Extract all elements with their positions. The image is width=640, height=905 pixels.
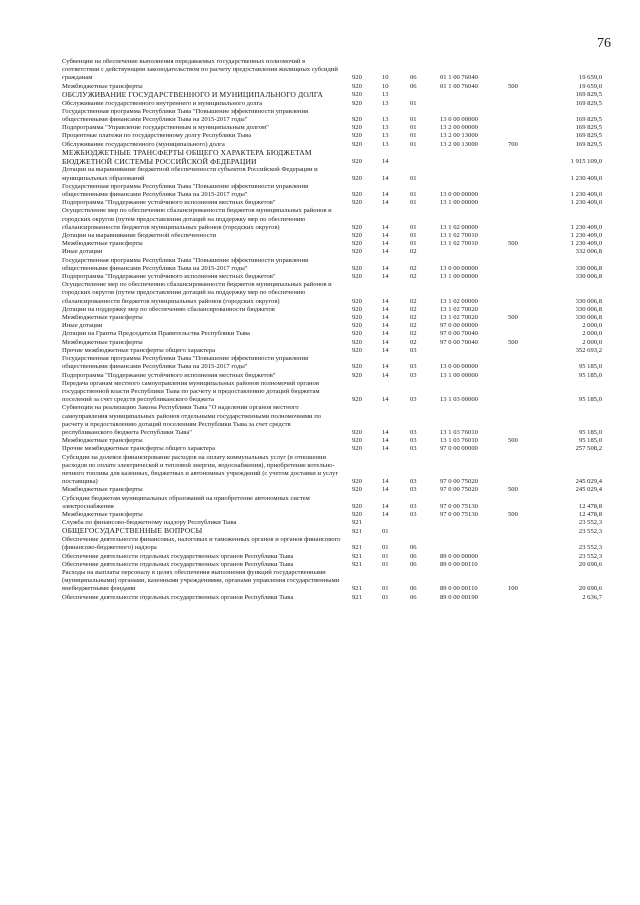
amount: 330 006,8 [575,297,602,305]
amount: 2 000,0 [582,338,602,346]
subsection-code: 06 [410,552,417,560]
section-code: 14 [382,510,389,518]
ministry-code: 920 [352,99,362,107]
expense-description: Обслуживание государственного внутреннего и муниципального долга [62,99,263,107]
target-article-code: 13 0 00 00000 [440,116,478,124]
subsection-code: 02 [410,338,417,346]
target-article-code: 01 1 00 76040 [440,82,478,90]
subsection-code: 01 [410,232,417,240]
section-code: 14 [382,371,389,379]
subsection-code: 01 [410,223,417,231]
ministry-code: 920 [352,132,362,140]
section-code: 14 [382,346,389,354]
target-article-code: 97 0 00 75020 [440,478,478,486]
target-article-code: 13 1 00 00000 [440,371,478,379]
ministry-code: 920 [352,437,362,445]
section-code: 01 [382,552,389,560]
ministry-code: 920 [352,273,362,281]
expense-description: Подпрограмма "Поддержание устойчивого исполнения местных бюджетов" [62,199,276,207]
expense-description: Межбюджетные трансферты [62,314,143,322]
ministry-code: 920 [352,314,362,322]
table-row [62,248,602,256]
ministry-code: 920 [352,305,362,313]
amount: 1 230 409,0 [570,240,602,248]
table-row [62,561,602,569]
expense-type-code: 500 [508,486,518,494]
amount: 2 636,7 [582,593,602,601]
section-code: 14 [382,191,389,199]
expense-description: МЕЖБЮДЖЕТНЫЕ ТРАНСФЕРТЫ ОБЩЕГО ХАРАКТЕРА БЮДЖЕТАМ БЮДЖЕТНОЙ СИСТЕМЫ РОССИЙСКОЙ ФЕДЕРАЦИИ [62,147,312,166]
amount: 169 829,5 [575,124,602,132]
amount: 20 690,6 [578,585,602,593]
subsection-code: 03 [410,478,417,486]
amount: 2 000,0 [582,330,602,338]
amount: 1 230 409,0 [570,199,602,207]
target-article-code: 97 0 00 00000 [440,445,478,453]
table-row [62,569,602,594]
expense-description: Межбюджетные трансферты [62,82,143,90]
amount: 257 508,2 [575,445,602,453]
expense-description: Расходы на выплаты персоналу в целях обеспечения выполнения функций государственными (муниципальными) органами, казенными учреждениями, органами управления государственными внебюджетными фондами [62,568,340,593]
ministry-code: 920 [352,396,362,404]
section-code: 14 [382,240,389,248]
table-row [62,240,602,248]
subsection-code: 03 [410,396,417,404]
subsection-code: 03 [410,363,417,371]
expense-type-code: 500 [508,510,518,518]
target-article-code: 97 0 00 75020 [440,486,478,494]
subsection-code: 02 [410,273,417,281]
target-article-code: 13 1 03 76010 [440,428,478,436]
subsection-code: 06 [410,82,417,90]
expense-description: Обеспечение деятельности отдельных государственных органов Республики Тыва [62,593,294,601]
target-article-code: 13 2 00 13000 [440,140,478,148]
ministry-code: 920 [352,486,362,494]
subsection-code: 01 [410,124,417,132]
amount: 332 006,8 [575,248,602,256]
amount: 169 829,5 [575,116,602,124]
expense-description: Передача органам местного самоуправления муниципальных районов полномочий органов государственной власти Республики Тыва по расчету и предоставлению дотаций бюджетам поселений за счет средств республиканского бюджета [62,379,320,404]
subsection-code: 01 [410,140,417,148]
table-row [62,257,602,273]
amount: 23 552,3 [578,544,602,552]
amount: 245 029,4 [575,486,602,494]
subsection-code: 02 [410,330,417,338]
expense-description: Субсидии бюджетам муниципальных образований на приобретение автономных систем электроснабжения [62,494,310,510]
expense-description: Подпрограмма "Поддержание устойчивого исполнения местных бюджетов" [62,273,276,281]
expense-description: Субсидии на долевое финансирование расходов на оплату коммунальных услуг (в отношении расходов по оплате электрической и тепловой энергии, водоснабжения), приобретение котельно-печного топлива для казенных, бюджетных и автономных учреждений (с учетом доставки и услуг поставщика) [62,453,339,486]
expense-description: Дотации на выравнивание бюджетной обеспеченности [62,232,217,240]
amount: 95 185,0 [578,363,602,371]
expense-type-code: 500 [508,314,518,322]
target-article-code: 13 2 00 13000 [440,132,478,140]
subsection-code: 03 [410,486,417,494]
ministry-code: 920 [352,371,362,379]
ministry-code: 920 [352,248,362,256]
amount: 330 006,8 [575,273,602,281]
section-code: 14 [382,428,389,436]
table-row [62,322,602,330]
expense-description: Межбюджетные трансферты [62,437,143,445]
ministry-code: 920 [352,240,362,248]
expense-description: Субвенции на реализацию Закона Республики Тыва "О наделении органов местного самоуправления муниципальных районов отдельными государственными полномочиями по расчету и предоставлению дотаций поселениям Республики Тыва за счет средств республиканского бюджета Республики Тыва" [62,404,322,436]
section-code: 14 [382,396,389,404]
section-code: 14 [382,437,389,445]
subsection-code: 03 [410,445,417,453]
ministry-code: 920 [352,322,362,330]
table-row [62,454,602,487]
ministry-code: 920 [352,199,362,207]
amount: 1 230 409,0 [570,232,602,240]
ministry-code: 920 [352,223,362,231]
expense-description: Государственная программа Республики Тыва "Повышение эффективности управления общественными финансами Республики Тыва на 2015-2017 годы" [62,355,309,371]
section-code: 01 [382,593,389,601]
amount: 1 230 409,0 [570,191,602,199]
amount: 95 185,0 [578,437,602,445]
ministry-code: 921 [352,552,362,560]
table-row [62,199,602,207]
expense-description: Межбюджетные трансферты [62,486,143,494]
table-row [62,58,602,83]
section-code: 14 [382,486,389,494]
table-row [62,347,602,355]
target-article-code: 97 0 00 00000 [440,322,478,330]
section-code: 13 [382,116,389,124]
subsection-code: 02 [410,248,417,256]
expense-description: Государственная программа Республики Тыва "Повышение эффективности управления общественными финансами Республики Тыва на 2015-2017 годы" [62,182,309,199]
table-row [62,380,602,405]
target-article-code: 13 1 02 70020 [440,305,478,313]
target-article-code: 97 0 00 70040 [440,338,478,346]
section-code: 14 [382,322,389,330]
expense-type-code: 500 [508,82,518,90]
subsection-code: 06 [410,593,417,601]
section-code: 14 [382,199,389,207]
expense-description: Обеспечение деятельности отдельных государственных органов Республики Тыва [62,560,294,568]
ministry-code: 920 [352,338,362,346]
ministry-code: 920 [352,191,362,199]
ministry-code: 921 [352,593,362,601]
subsection-code: 02 [410,314,417,322]
table-row [62,273,602,281]
section-code: 14 [382,478,389,486]
ministry-code: 921 [352,527,362,535]
ministry-code: 920 [352,140,362,148]
section-code: 13 [382,99,389,107]
table-row [62,594,602,602]
expense-type-code: 100 [508,585,518,593]
budget-table [62,58,602,602]
expense-type-code: 500 [508,240,518,248]
amount: 245 029,4 [575,478,602,486]
subsection-code: 01 [410,199,417,207]
expense-type-code: 700 [508,140,518,148]
section-code: 14 [382,174,389,182]
subsection-code: 03 [410,510,417,518]
ministry-code: 920 [352,363,362,371]
expense-description: Процентные платежи по государственному долгу Республики Тыва [62,132,252,140]
expense-description: Прочие межбюджетные трансферты общего характера [62,445,216,453]
subsection-code: 06 [410,560,417,568]
section-code: 14 [382,297,389,305]
ministry-code: 921 [352,560,362,568]
target-article-code: 13 1 02 70010 [440,240,478,248]
ministry-code: 920 [352,158,362,166]
table-row [62,511,602,519]
amount: 1 230 409,0 [570,174,602,182]
section-code: 14 [382,305,389,313]
ministry-code: 921 [352,544,362,552]
section-code: 13 [382,140,389,148]
section-code: 10 [382,82,389,90]
table-row [62,281,602,306]
table-row [62,100,602,108]
expense-description: Служба по финансово-бюджетному надзору Республики Тыва [62,519,237,527]
ministry-code: 920 [352,124,362,132]
amount: 330 006,8 [575,305,602,313]
section-code: 13 [382,132,389,140]
subsection-code: 02 [410,322,417,330]
expense-description: Межбюджетные трансферты [62,338,143,346]
subsection-code: 01 [410,116,417,124]
section-code: 14 [382,264,389,272]
amount: 330 006,8 [575,264,602,272]
target-article-code: 13 1 02 70020 [440,314,478,322]
target-article-code: 89 0 00 00110 [440,560,478,568]
expense-description: Подпрограмма "Поддержание устойчивого исполнения местных бюджетов" [62,371,276,379]
target-article-code: 13 1 02 00000 [440,223,478,231]
ministry-code: 920 [352,174,362,182]
target-article-code: 13 1 03 00000 [440,396,478,404]
subsection-code: 01 [410,174,417,182]
section-code: 01 [382,585,389,593]
target-article-code: 01 1 00 76040 [440,74,478,82]
expense-description: Подпрограмма "Управление государственным и муниципальным долгом" [62,124,269,132]
amount: 23 552,3 [578,519,602,527]
subsection-code: 01 [410,240,417,248]
amount: 23 552,3 [578,552,602,560]
subsection-code: 03 [410,346,417,354]
amount: 169 829,5 [575,91,602,99]
page-number: 76 [597,36,611,51]
table-row [62,404,602,437]
section-code: 14 [382,223,389,231]
section-code: 13 [382,124,389,132]
section-code: 01 [382,560,389,568]
table-row [62,108,602,124]
ministry-code: 920 [352,74,362,82]
table-row [62,339,602,347]
target-article-code: 13 1 02 00000 [440,297,478,305]
expense-description: Государственная программа Республики Тыва "Повышение эффективности управления общественными финансами Республики Тыва на 2015-2017 годы" [62,256,309,272]
target-article-code: 89 0 00 00000 [440,552,478,560]
amount: 169 829,5 [575,140,602,148]
ministry-code: 920 [352,502,362,510]
table-row [62,183,602,199]
target-article-code: 13 1 00 00000 [440,199,478,207]
target-article-code: 97 0 00 75130 [440,502,478,510]
section-code: 14 [382,330,389,338]
table-row [62,372,602,380]
amount: 169 829,5 [575,132,602,140]
subsection-code: 02 [410,264,417,272]
table-row [62,207,602,232]
expense-description: Межбюджетные трансферты [62,240,143,248]
subsection-code: 03 [410,428,417,436]
target-article-code: 13 0 00 00000 [440,363,478,371]
table-row [62,166,602,182]
table-row [62,536,602,552]
expense-description: Обеспечение деятельности финансовых, налоговых и таможенных органов и органов финансового (финансово-бюджетного) надзора [62,536,341,552]
ministry-code: 920 [352,346,362,354]
section-code: 01 [382,544,389,552]
amount: 12 478,8 [578,510,602,518]
expense-description: Межбюджетные трансферты [62,510,143,518]
table-row [62,232,602,240]
section-code: 14 [382,502,389,510]
subsection-code: 01 [410,99,417,107]
table-row [62,486,602,494]
amount: 95 185,0 [578,371,602,379]
section-code: 14 [382,363,389,371]
expense-type-code: 500 [508,338,518,346]
table-row [62,437,602,445]
section-code: 14 [382,158,389,166]
amount: 95 185,0 [578,428,602,436]
subsection-code: 06 [410,544,417,552]
table-row [62,306,602,314]
table-row [62,124,602,132]
table-row [62,149,602,167]
target-article-code: 97 0 00 70040 [440,330,478,338]
target-article-code: 13 0 00 00000 [440,191,478,199]
expense-description: Осуществление мер по обеспечению сбалансированности бюджетов муниципальных районов и городских округов (путем предоставления дотаций на поддержку мер по обеспечению сбалансированности бюджетов муниципальных районов (городских округов) [62,207,332,231]
section-code: 14 [382,314,389,322]
ministry-code: 921 [352,585,362,593]
expense-description: Прочие межбюджетные трансферты общего характера [62,346,216,354]
expense-description: Дотации на Гранты Председателя Правительства Республики Тыва [62,330,250,338]
ministry-code: 920 [352,330,362,338]
ministry-code: 920 [352,232,362,240]
expense-type-code: 500 [508,437,518,445]
section-code: 14 [382,273,389,281]
ministry-code: 920 [352,116,362,124]
section-code: 14 [382,232,389,240]
target-article-code: 89 0 00 00190 [440,593,478,601]
section-code: 14 [382,338,389,346]
amount: 1 230 409,0 [570,223,602,231]
ministry-code: 921 [352,519,362,527]
table-row [62,132,602,140]
ministry-code: 920 [352,445,362,453]
expense-description: Иные дотации [62,322,103,330]
ministry-code: 920 [352,510,362,518]
target-article-code: 13 1 03 76010 [440,437,478,445]
amount: 169 829,5 [575,99,602,107]
target-article-code: 89 0 00 00110 [440,585,478,593]
subsection-code: 06 [410,74,417,82]
ministry-code: 920 [352,297,362,305]
expense-description: Обслуживание государственного (муниципального) долга [62,140,225,148]
expense-description: Осуществление мер по обеспечению сбалансированности бюджетов муниципальных районов и городских округов (путем предоставления дотаций на поддержку мер по обеспечению сбалансированности бюджетов муниципальных районов (городских округов) [62,281,332,305]
ministry-code: 920 [352,264,362,272]
ministry-code: 920 [352,91,362,99]
amount: 19 659,0 [578,82,602,90]
section-code: 13 [382,91,389,99]
ministry-code: 920 [352,428,362,436]
section-code: 14 [382,248,389,256]
subsection-code: 01 [410,132,417,140]
expense-description: Обеспечение деятельности отдельных государственных органов Республики Тыва [62,552,294,560]
ministry-code: 920 [352,478,362,486]
table-row [62,314,602,322]
section-code: 01 [382,527,389,535]
expense-description: Дотации на выравнивание бюджетной обеспеченности субъектов Российской Федерации и муниципальных образований [62,166,318,182]
target-article-code: 13 1 02 70010 [440,232,478,240]
subsection-code: 02 [410,305,417,313]
table-row [62,445,602,453]
amount: 2 000,0 [582,322,602,330]
expense-description: Иные дотации [62,248,103,256]
amount: 19 659,0 [578,74,602,82]
subsection-code: 03 [410,502,417,510]
table-row [62,527,602,536]
amount: 20 690,6 [578,560,602,568]
expense-description: Субвенции на обеспечение выполнения передаваемых государственных полномочий в соответствии с действующим законодательством по расчету предоставления жилищных субсидий гражданам [62,58,338,82]
subsection-code: 02 [410,297,417,305]
ministry-code: 920 [352,82,362,90]
amount: 1 915 109,0 [570,158,602,166]
target-article-code: 13 0 00 00000 [440,264,478,272]
section-code: 14 [382,445,389,453]
table-row [62,91,602,100]
target-article-code: 97 0 00 75130 [440,510,478,518]
amount: 23 552,3 [578,527,602,535]
amount: 95 185,0 [578,396,602,404]
table-row [62,330,602,338]
expense-description: ОБЩЕГОСУДАРСТВЕННЫЕ ВОПРОСЫ [62,526,203,536]
amount: 330 006,8 [575,314,602,322]
section-code: 10 [382,74,389,82]
expense-description: Дотации на поддержку мер по обеспечению сбалансированности бюджетов [62,305,275,313]
subsection-code: 03 [410,371,417,379]
amount: 352 693,2 [575,346,602,354]
target-article-code: 13 2 00 00000 [440,124,478,132]
amount: 12 478,8 [578,502,602,510]
subsection-code: 06 [410,585,417,593]
table-row [62,553,602,561]
table-row [62,355,602,371]
subsection-code: 03 [410,437,417,445]
expense-description: ОБСЛУЖИВАНИЕ ГОСУДАРСТВЕННОГО И МУНИЦИПАЛЬНОГО ДОЛГА [62,89,323,99]
target-article-code: 13 1 00 00000 [440,273,478,281]
table-row [62,495,602,511]
subsection-code: 01 [410,191,417,199]
expense-description: Государственная программа Республики Тыва "Повышение эффективности управления общественными финансами Республики Тыва на 2015-2017 годы" [62,107,309,124]
